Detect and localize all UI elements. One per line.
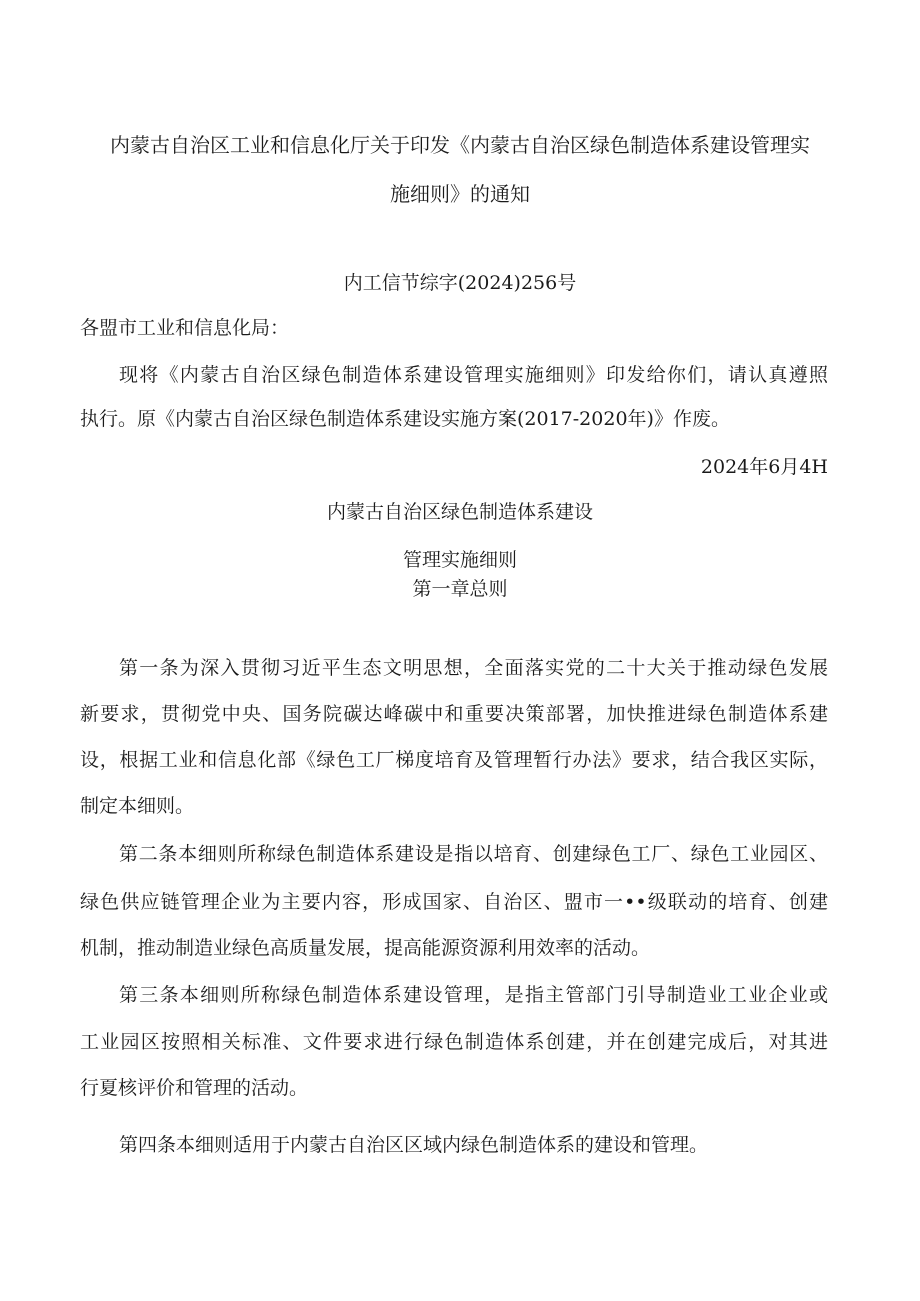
article-2-line: 机制，推动制造业绿色高质量发展，提高能源资源利用效率的活动。 <box>80 937 651 959</box>
issue-date: 2024年6月4H <box>700 456 828 478</box>
article-1-line: 新要求，贯彻党中央、国务院碳达峰碳中和重要决策部署，加快推进绿色制造体系建 <box>80 703 828 725</box>
article-3-line: 工业园区按照相关标准、文件要求进行绿色制造体系创建，并在创建完成后，对其进 <box>80 1031 828 1053</box>
notice-paragraph-line-1: 现将《内蒙古自治区绿色制造体系建设管理实施细则》印发给你们，请认真遵照 <box>119 364 828 386</box>
article-2-line: 第二条本细则所称绿色制造体系建设是指以培育、创建绿色工厂、绿色工业园区、 <box>119 843 828 865</box>
article-1-line: 设，根据工业和信息化部《绿色工厂梯度培育及管理暂行办法》要求，结合我区实际， <box>80 749 828 771</box>
article-3-line: 第三条本细则所称绿色制造体系建设管理，是指主管部门引导制造业工业企业或 <box>119 984 828 1006</box>
document-title-line-2: 施细则》的通知 <box>390 182 530 206</box>
document-title-line-1: 内蒙古自治区工业和信息化厅关于印发《内蒙古自治区绿色制造体系建设管理实 <box>110 133 810 157</box>
article-4-line: 第四条本细则适用于内蒙古自治区区域内绿色制造体系的建设和管理。 <box>119 1134 709 1156</box>
article-1-line: 第一条为深入贯彻习近平生态文明思想，全面落实党的二十大关于推动绿色发展 <box>119 657 828 679</box>
rules-title-line-1: 内蒙古自治区绿色制造体系建设 <box>326 501 593 523</box>
chapter-title: 第一章总则 <box>412 578 508 600</box>
addressee: 各盟市工业和信息化局： <box>80 317 290 339</box>
article-3-line: 行夏核评价和管理的活动。 <box>80 1077 309 1099</box>
notice-paragraph-line-2: 执行。原《内蒙古自治区绿色制造体系建设实施方案(2017-2020年)》作废。 <box>80 408 730 430</box>
article-2-line: 绿色供应链管理企业为主要内容，形成国家、自治区、盟市一••级联动的培育、创建 <box>80 891 828 913</box>
rules-title-line-2: 管理实施细则 <box>402 549 517 571</box>
article-1-line: 制定本细则。 <box>80 795 195 817</box>
document-number: 内工信节综字(2024)256号 <box>343 272 577 294</box>
